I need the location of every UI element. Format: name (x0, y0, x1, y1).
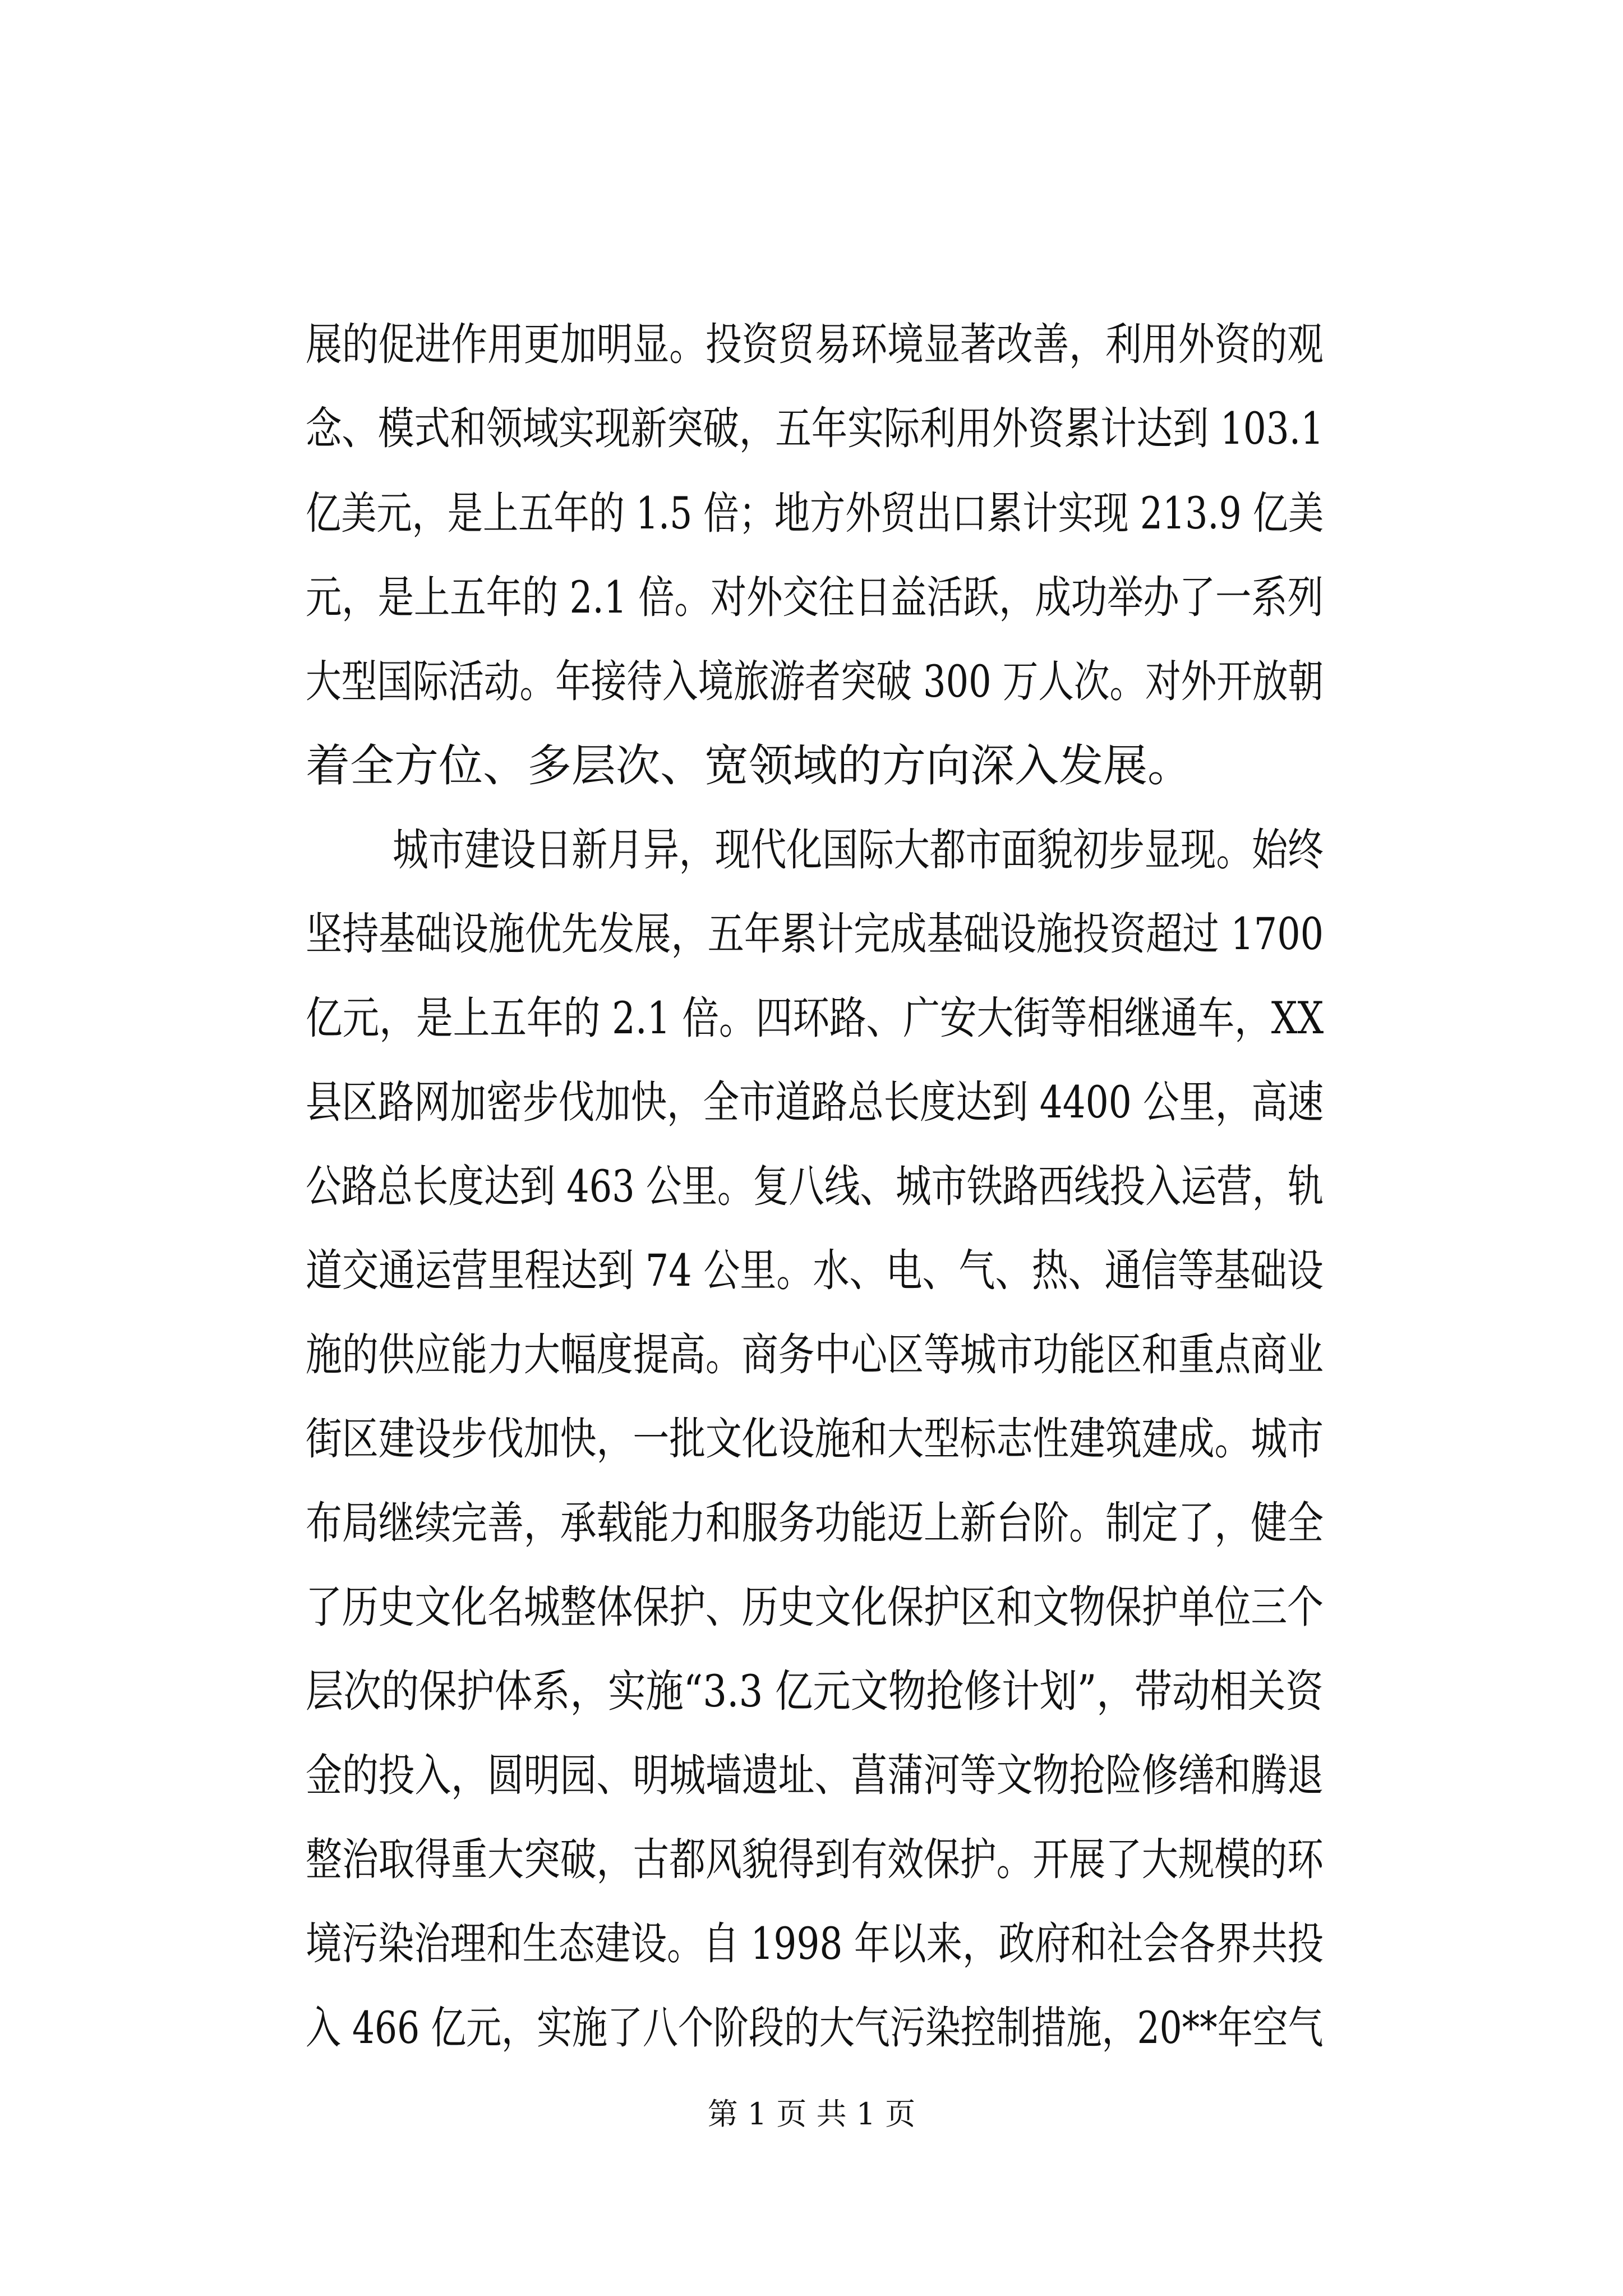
text-line-21: 入 466 亿元，实施了八个阶段的大气污染控制措施，20**年空气 (306, 2002, 1324, 2054)
text-line-15: 布局继续完善，承载能力和服务功能迈上新台阶。制定了，健全 (306, 1497, 1324, 1549)
text-line-12: 道交通运营里程达到 74 公里。水、电、气、热、通信等基础设 (306, 1245, 1324, 1296)
text-line-9: 亿元，是上五年的 2.1 倍。四环路、广安大街等相继通车，XX (306, 992, 1324, 1044)
text-line-17: 层次的保护体系，实施“3.3 亿元文物抢修计划”，带动相关资 (306, 1665, 1324, 1717)
text-line-11: 公路总长度达到 463 公里。复八线、城市铁路西线投入运营，轨 (306, 1161, 1324, 1212)
text-line-10: 县区路网加密步伐加快，全市道路总长度达到 4400 公里，高速 (306, 1076, 1324, 1128)
text-line-14: 街区建设步伐加快，一批文化设施和大型标志性建筑建成。城市 (306, 1413, 1324, 1465)
text-line-6: 着全方位、多层次、宽领域的方向深入发展。 (306, 740, 1192, 792)
text-line-18: 金的投入，圆明园、明城墙遗址、菖蒲河等文物抢险修缮和腾退 (306, 1750, 1324, 1801)
text-line-13: 施的供应能力大幅度提高。商务中心区等城市功能区和重点商业 (306, 1329, 1324, 1381)
text-line-7: 城市建设日新月异，现代化国际大都市面貌初步显现。始终 (393, 824, 1324, 876)
text-line-16: 了历史文化名城整体保护、历史文化保护区和文物保护单位三个 (306, 1581, 1324, 1633)
text-line-8: 坚持基础设施优先发展，五年累计完成基础设施投资超过 1700 (306, 908, 1324, 960)
text-line-19: 整治取得重大突破，古都风貌得到有效保护。开展了大规模的环 (306, 1834, 1324, 1885)
page-footer: 第 1 页 共 1 页 (707, 2096, 916, 2132)
text-line-2: 念、模式和领域实现新突破，五年实际利用外资累计达到 103.1 (306, 403, 1324, 454)
text-line-5: 大型国际活动。年接待入境旅游者突破 300 万人次。对外开放朝 (306, 656, 1324, 707)
text-line-20: 境污染治理和生态建设。自 1998 年以来，政府和社会各界共投 (306, 1918, 1324, 1970)
text-line-4: 元，是上五年的 2.1 倍。对外交往日益活跃，成功举办了一系列 (306, 572, 1324, 623)
text-line-3: 亿美元，是上五年的 1.5 倍；地方外贸出口累计实现 213.9 亿美 (306, 487, 1324, 539)
text-line-1: 展的促进作用更加明显。投资贸易环境显著改善，利用外资的观 (306, 319, 1324, 370)
